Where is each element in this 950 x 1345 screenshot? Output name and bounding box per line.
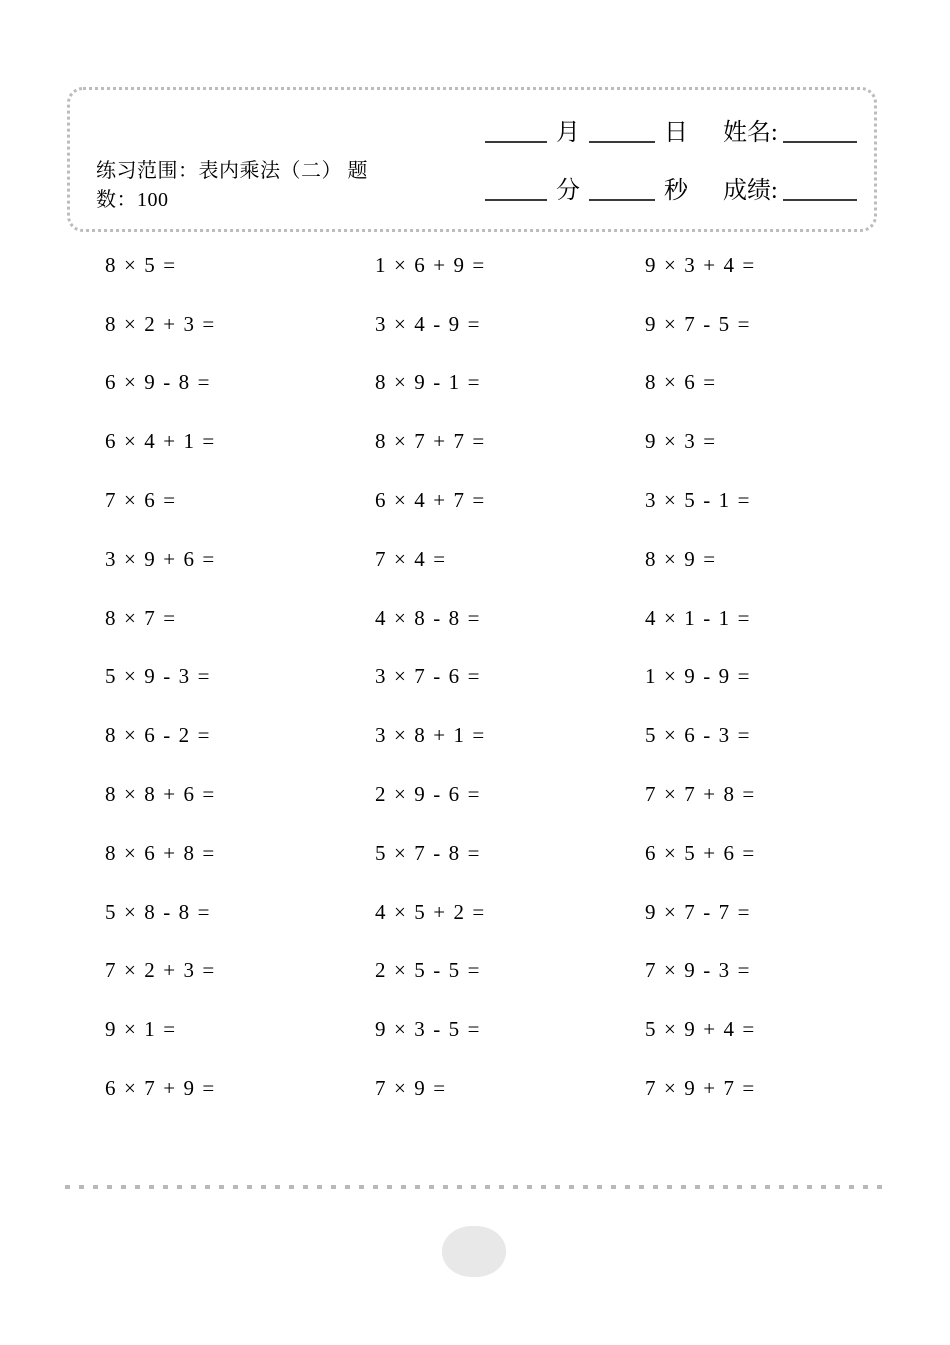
problem: 1 × 6 + 9 = xyxy=(375,252,485,277)
second-blank-line xyxy=(589,199,655,201)
month-blank-line xyxy=(485,141,547,143)
dashed-separator-line xyxy=(65,1185,883,1189)
problem: 9 × 7 - 5 = xyxy=(645,311,751,336)
problem: 3 × 9 + 6 = xyxy=(105,546,215,571)
problem: 8 × 2 + 3 = xyxy=(105,311,215,336)
name-blank-line xyxy=(783,141,857,143)
problem: 3 × 7 - 6 = xyxy=(375,664,481,689)
problem: 8 × 7 + 7 = xyxy=(375,429,485,454)
header-box xyxy=(67,87,877,232)
problem: 7 × 4 = xyxy=(375,546,446,571)
date-name-row xyxy=(485,118,857,148)
problem: 2 × 5 - 5 = xyxy=(375,958,481,983)
problem: 4 × 1 - 1 = xyxy=(645,605,751,630)
problem: 5 × 6 - 3 = xyxy=(645,723,751,748)
problem: 6 × 7 + 9 = xyxy=(105,1076,215,1101)
day-blank-line xyxy=(589,141,655,143)
problem: 8 × 6 = xyxy=(645,370,716,395)
problem: 4 × 8 - 8 = xyxy=(375,605,481,630)
time-score-row xyxy=(485,176,857,206)
problem: 6 × 9 - 8 = xyxy=(105,370,211,395)
problem: 2 × 9 - 6 = xyxy=(375,782,481,807)
problem: 9 × 3 - 5 = xyxy=(375,1017,481,1042)
problem: 9 × 3 = xyxy=(645,429,716,454)
problem: 7 × 7 + 8 = xyxy=(645,782,755,807)
second-label: 秒 xyxy=(664,178,688,204)
minute-blank-line xyxy=(485,199,547,201)
problem: 4 × 5 + 2 = xyxy=(375,899,485,924)
problem: 7 × 9 - 3 = xyxy=(645,958,751,983)
problem: 8 × 6 + 8 = xyxy=(105,840,215,865)
problem: 3 × 5 - 1 = xyxy=(645,488,751,513)
name-label: 姓名: xyxy=(723,120,778,146)
problem: 8 × 5 = xyxy=(105,252,176,277)
problem: 6 × 4 + 7 = xyxy=(375,488,485,513)
problem: 6 × 4 + 1 = xyxy=(105,429,215,454)
month-label: 月 xyxy=(556,120,580,146)
minute-label: 分 xyxy=(556,178,580,204)
page-indicator-blob xyxy=(442,1226,506,1277)
problem: 8 × 9 = xyxy=(645,546,716,571)
problem: 7 × 2 + 3 = xyxy=(105,958,215,983)
problem: 3 × 8 + 1 = xyxy=(375,723,485,748)
problem: 3 × 4 - 9 = xyxy=(375,311,481,336)
problem: 8 × 8 + 6 = xyxy=(105,782,215,807)
problem: 8 × 6 - 2 = xyxy=(105,723,211,748)
problem: 8 × 7 = xyxy=(105,605,176,630)
problem: 7 × 9 + 7 = xyxy=(645,1076,755,1101)
problem: 6 × 5 + 6 = xyxy=(645,840,755,865)
problem: 7 × 6 = xyxy=(105,488,176,513)
practice-range-line1: 练习范围：表内乘法（二） 题 xyxy=(96,160,368,182)
problem: 5 × 7 - 8 = xyxy=(375,840,481,865)
problem: 8 × 9 - 1 = xyxy=(375,370,481,395)
problem: 5 × 9 + 4 = xyxy=(645,1017,755,1042)
problem: 9 × 7 - 7 = xyxy=(645,899,751,924)
problem: 7 × 9 = xyxy=(375,1076,446,1101)
problem: 5 × 9 - 3 = xyxy=(105,664,211,689)
score-label: 成绩: xyxy=(723,178,778,204)
problem: 9 × 1 = xyxy=(105,1017,176,1042)
day-label: 日 xyxy=(664,120,688,146)
problem: 1 × 9 - 9 = xyxy=(645,664,751,689)
problem: 9 × 3 + 4 = xyxy=(645,252,755,277)
score-blank-line xyxy=(783,199,857,201)
problem-grid xyxy=(105,236,915,1118)
problem: 5 × 8 - 8 = xyxy=(105,899,211,924)
practice-range-line2: 数：100 xyxy=(96,189,169,211)
practice-range-text xyxy=(96,157,368,215)
